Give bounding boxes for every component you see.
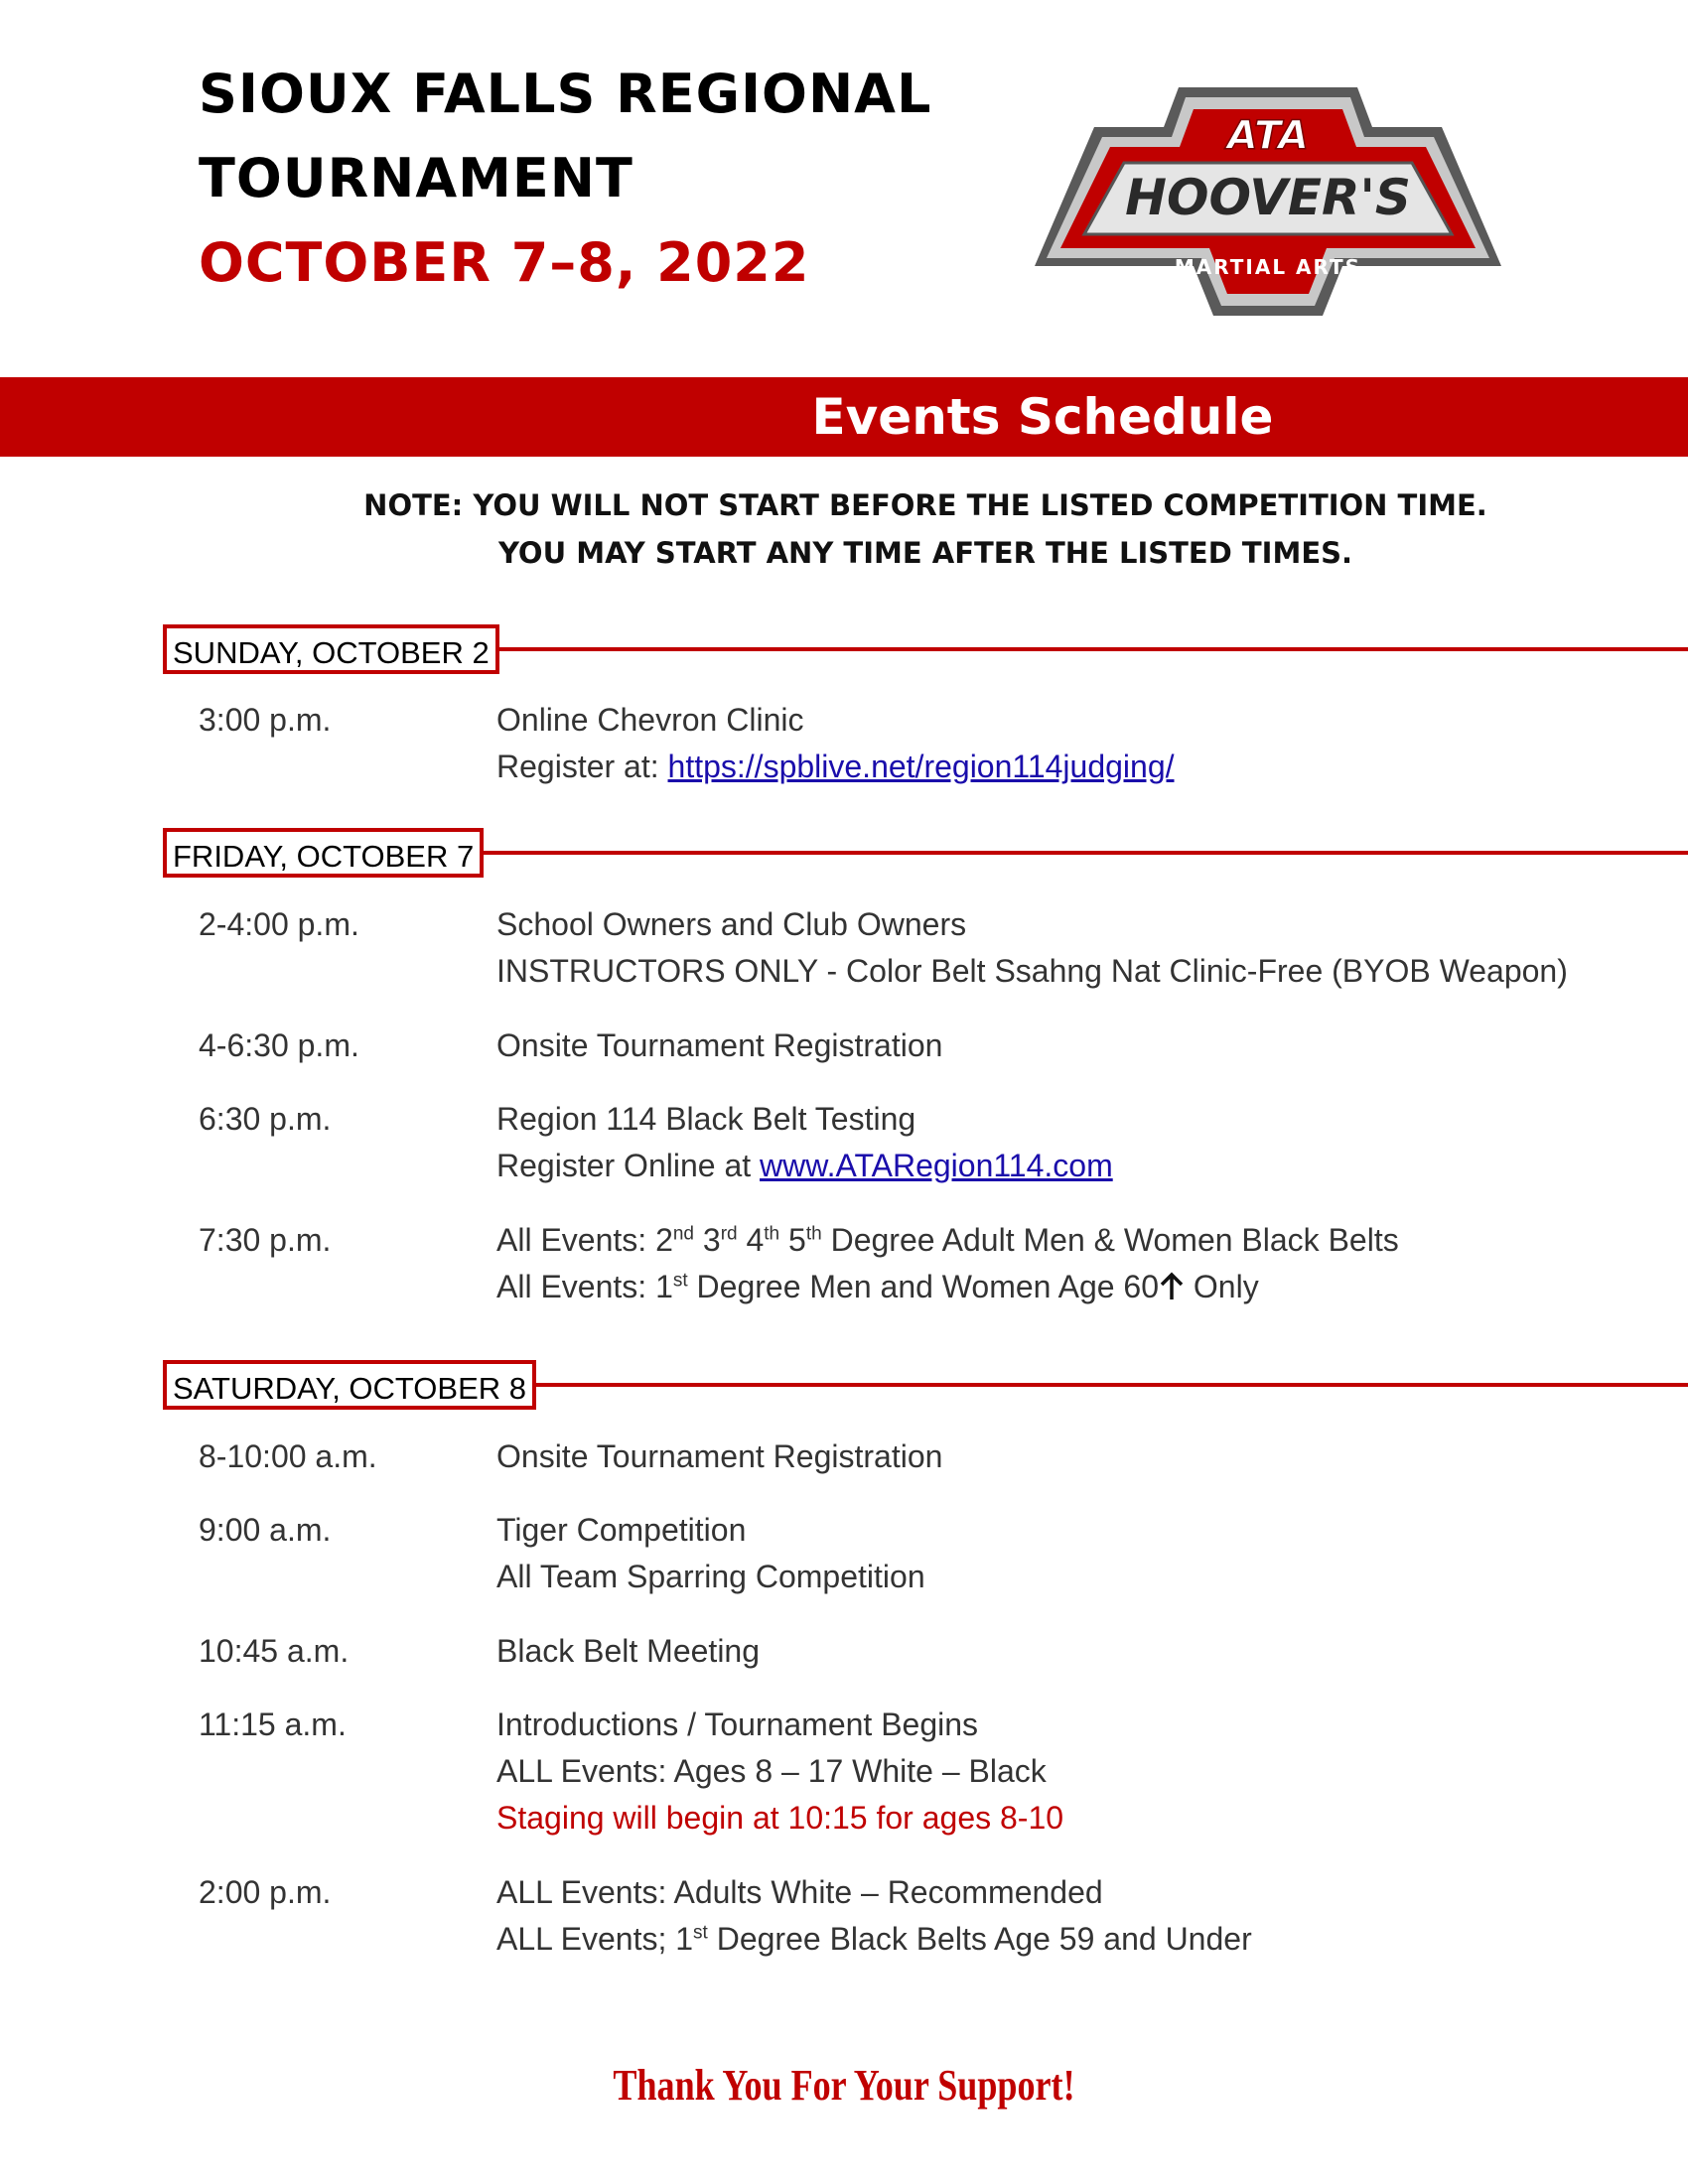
event-time: 2:00 p.m. xyxy=(199,1874,332,1910)
event-time: 10:45 a.m. xyxy=(199,1633,350,1669)
event-description: Online Chevron Clinic Register at: https://spblive.net/region114judging/ xyxy=(496,702,1175,784)
judging-registration-link[interactable]: https://spblive.net/region114judging/ xyxy=(667,749,1175,784)
logo-top-text: ATA xyxy=(1226,113,1310,159)
event-description: Black Belt Meeting xyxy=(496,1633,761,1669)
event-time: 9:00 a.m. xyxy=(199,1512,332,1548)
note-line-2: YOU MAY START ANY TIME AFTER THE LISTED TIMES. xyxy=(497,536,1353,570)
event-time: 4-6:30 p.m. xyxy=(199,1027,359,1063)
banner-title: Events Schedule xyxy=(811,388,1274,446)
staging-note: Staging will begin at 10:15 for ages 8-10 xyxy=(496,1800,1064,1836)
event-description: Onsite Tournament Registration xyxy=(496,1438,943,1474)
event-time: 11:15 a.m. xyxy=(199,1706,347,1742)
event-description: All Events: 2nd 3rd 4th 5th Degree Adult Men & Women Black Belts All Events: 1st Degree Men and Women Age 60 Only xyxy=(496,1222,1399,1304)
region-website-link[interactable]: www.ATARegion114.com xyxy=(760,1148,1113,1183)
day-label-sunday: SUNDAY, OCTOBER 2 xyxy=(163,624,499,674)
logo-sub-text: MARTIAL ARTS xyxy=(1174,255,1362,279)
event-time: 8-10:00 a.m. xyxy=(199,1438,377,1474)
event-time: 6:30 p.m. xyxy=(199,1101,332,1137)
events-schedule-banner xyxy=(0,377,1688,457)
event-description: School Owners and Club Owners INSTRUCTORS ONLY - Color Belt Ssahng Nat Clinic-Free (BYOB Weapon) xyxy=(496,906,1568,989)
event-description: Tiger Competition All Team Sparring Competition xyxy=(496,1512,925,1594)
up-arrow-icon xyxy=(1159,1272,1185,1301)
event-description: Onsite Tournament Registration xyxy=(496,1027,943,1063)
event-description: Region 114 Black Belt Testing Register Online at www.ATARegion114.com xyxy=(496,1101,1113,1183)
event-time: 7:30 p.m. xyxy=(199,1222,332,1258)
event-description: ALL Events: Adults White – Recommended ALL Events; 1st Degree Black Belts Age 59 and Under xyxy=(496,1874,1252,1957)
note-line-1: NOTE: YOU WILL NOT START BEFORE THE LISTED COMPETITION TIME. xyxy=(363,488,1487,522)
event-time: 3:00 p.m. xyxy=(199,702,332,738)
thank-you-footer: Thank You For Your Support! xyxy=(613,2061,1075,2110)
event-description: Introductions / Tournament Begins ALL Events: Ages 8 – 17 White – Black Staging will begin at 10:15 for ages 8-10 xyxy=(496,1702,1063,1842)
title-line-2: TOURNAMENT xyxy=(199,147,633,209)
event-time: 2-4:00 p.m. xyxy=(199,906,359,942)
logo-main-text: HOOVER'S xyxy=(1125,169,1411,226)
ata-hoovers-logo xyxy=(1015,68,1521,326)
event-date: OCTOBER 7–8, 2022 xyxy=(199,231,810,294)
title-line-1: SIOUX FALLS REGIONAL xyxy=(199,63,932,125)
day-label-friday: FRIDAY, OCTOBER 7 xyxy=(163,828,484,878)
day-label-saturday: SATURDAY, OCTOBER 8 xyxy=(163,1360,536,1410)
